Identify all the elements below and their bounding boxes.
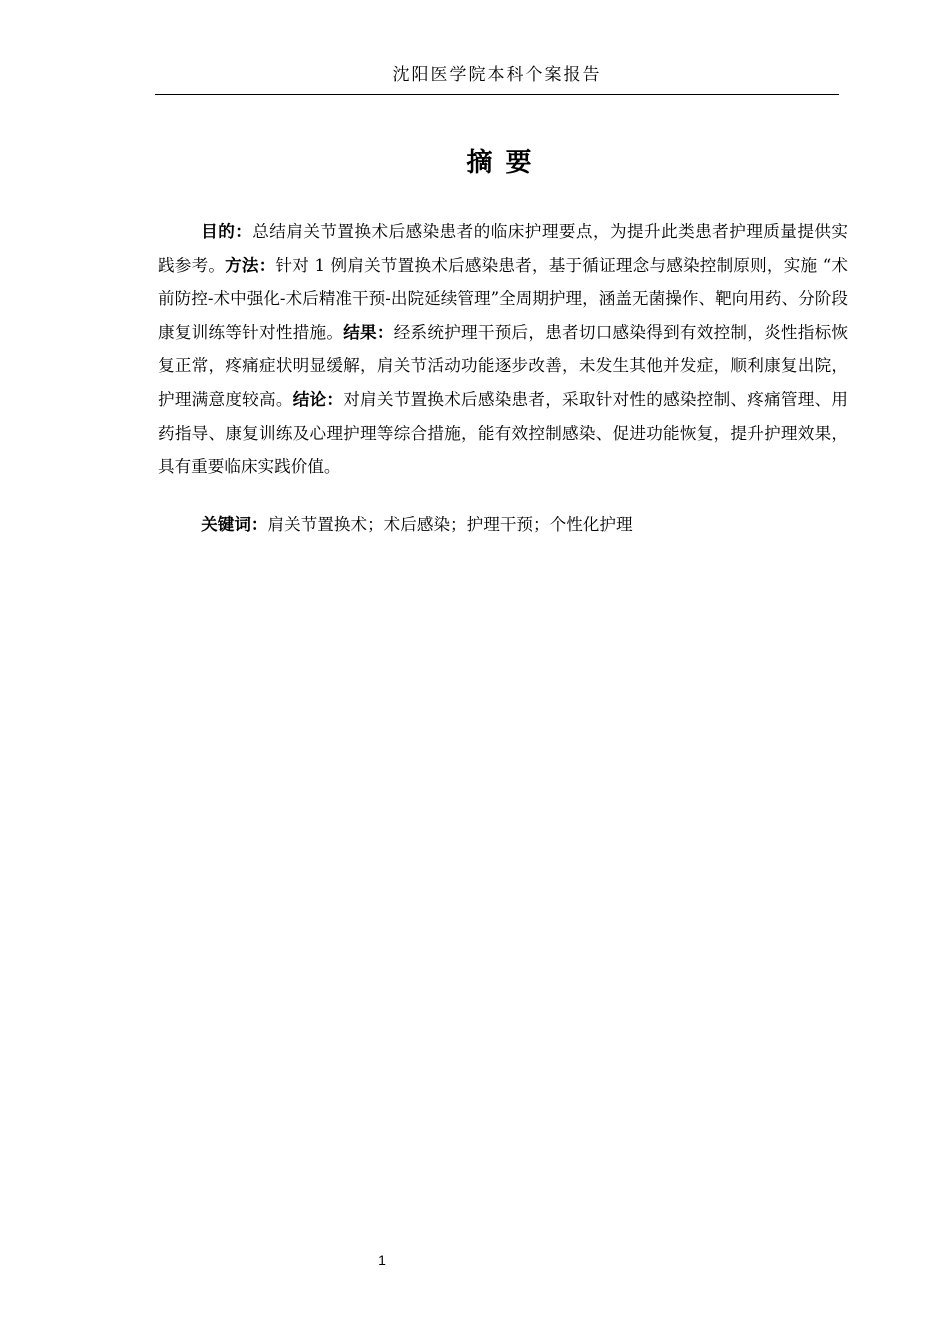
abstract-body <box>158 215 848 484</box>
result-label: 结果： <box>343 322 394 342</box>
method-label: 方法： <box>225 255 276 275</box>
header-rule <box>155 94 839 95</box>
method-text: 针对 1 例肩关节置换术后感染患者，基于循证理念与感染控制原则，实施 “术前防控-术中强化-术后精准干预-出院延续管理”全周期护理，涵盖无菌操作、靶向用药、分阶段康复训练等针对性措施。 <box>158 255 849 342</box>
objective-label: 目的： <box>201 222 253 241</box>
result-text: 经系统护理干预后，患者切口感染得到有效控制，炎性指标恢复正常，疼痛症状明显缓解，肩关节活动功能逐步改善，未发生其他并发症，顺利康复出院，护理满意度较高。 <box>158 322 849 409</box>
keywords-label: 关键词： <box>201 515 268 534</box>
keywords-line <box>158 508 848 542</box>
keywords-text: 肩关节置换术；术后感染；护理干预；个性化护理 <box>267 515 633 534</box>
objective-text: 总结肩关节置换术后感染患者的临床护理要点，为提升此类患者护理质量提供实践参考。 <box>158 222 849 275</box>
conclusion-text: 对肩关节置换术后感染患者，采取针对性的感染控制、疼痛管理、用药指导、康复训练及心理护理等综合措施，能有效控制感染、促进功能恢复，提升护理效果，具有重要临床实践价值。 <box>158 389 849 477</box>
page-number: 1 <box>378 1252 386 1268</box>
abstract-title: 摘 要 <box>466 148 534 178</box>
conclusion-label: 结论： <box>292 389 344 409</box>
running-header: 沈阳医学院本科个案报告 <box>392 65 602 85</box>
